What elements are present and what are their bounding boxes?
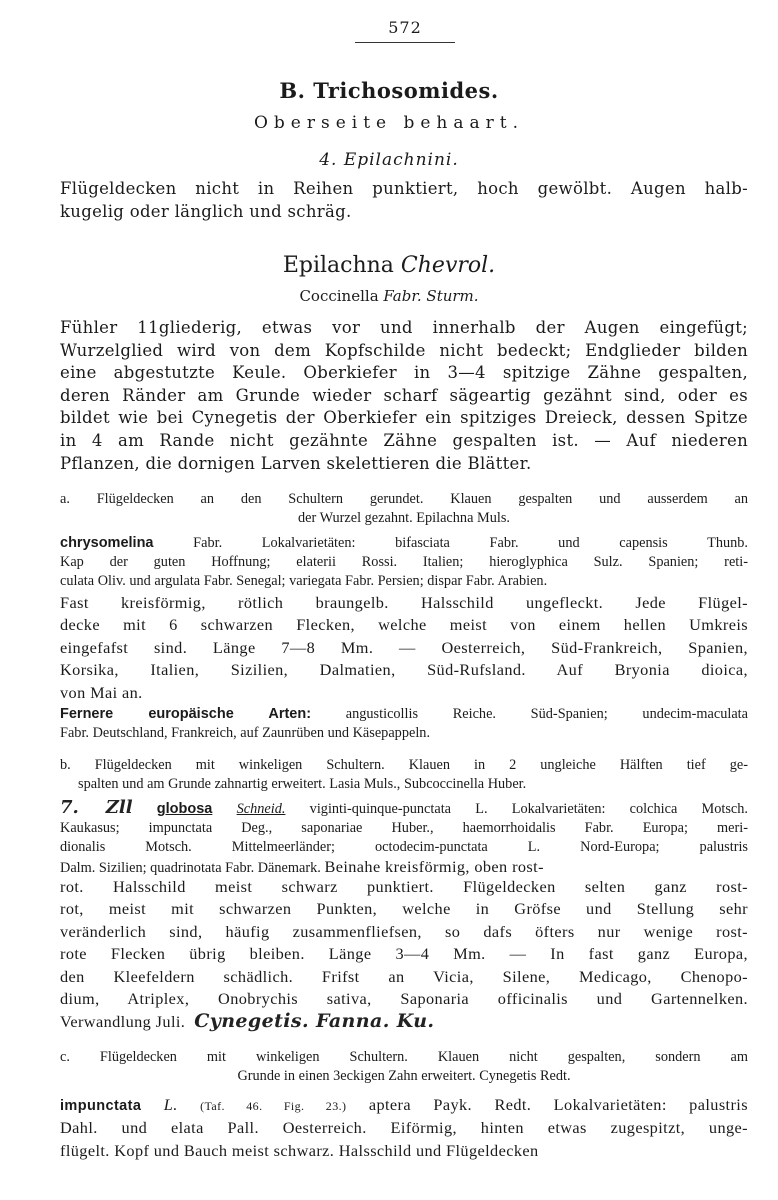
synonym-text: aptera Payk. Redt. Lokalvarietäten: palustris xyxy=(368,1095,748,1114)
text-line: b. Flügeldecken mit winkeligen Schultern. Klauen in 2 ungleiche Hälften tief ge- xyxy=(60,757,748,773)
text-line: deren Ränder am Grunde wieder scharf sägeartig gezähnt sind, oder es xyxy=(60,385,748,405)
text-line: a. Flügeldecken an den Schultern gerundet. Klauen gespalten und ausserdem an xyxy=(60,491,748,507)
handwritten-note: Cynegetis. Fanna. Ku. xyxy=(194,1010,435,1033)
genus-description xyxy=(60,317,748,475)
text-line: rot, meist mit schwarzen Punkten, welche in Gröfse und Stellung sehr xyxy=(60,899,748,919)
species-author: L. xyxy=(163,1095,178,1114)
text-line xyxy=(60,1117,748,1139)
text-line: Kap der guten Hoffnung; elaterii Rossi. Italien; hieroglyphica Sulz. Spanien; reti- xyxy=(60,554,748,570)
text-line: in 4 am Rande nicht gezähnte Zähne gespalten ist. — Auf niederen xyxy=(60,430,748,450)
handwritten-prefix: 7. Zll xyxy=(60,797,133,818)
species-name: chrysomelina xyxy=(60,535,154,551)
text-line: Wurzelglied wird von dem Kopfschilde nicht bedeckt; Endglieder bilden xyxy=(60,340,748,360)
text-line xyxy=(60,1094,748,1117)
description-start: Eiförmig, hinten etwas zugespitzt, unge- xyxy=(390,1118,748,1138)
species-name: impunctata xyxy=(60,1098,142,1114)
text-line: von Mai an. xyxy=(60,682,143,702)
section-subtitle: Oberseite behaart. xyxy=(253,113,525,133)
text-line xyxy=(60,534,748,553)
key-b xyxy=(60,756,748,794)
synonym-text: viginti-quinque-punctata L. Lokalvarietäten: colchica Motsch. xyxy=(309,801,749,817)
text-line: decke mit 6 schwarzen Flecken, welche meist von einem hellen Umkreis xyxy=(60,615,748,635)
section-title: B. Trichosomides. xyxy=(279,78,499,103)
further-species-label: Fernere europäische Arten: xyxy=(60,706,312,722)
text-line: veränderlich sind, häufig zusammenfliefsen, so dafs öfters nur wenige rost- xyxy=(60,921,748,941)
genus-author: Chevrol. xyxy=(400,253,496,278)
page-number-rule xyxy=(355,42,455,43)
genus-synonym-authors: Fabr. Sturm. xyxy=(383,287,479,305)
text-line: spalten und am Grunde zahnartig erweitert. Lasia Muls., Subcoccinella Huber. xyxy=(78,776,527,792)
species-globosa-description xyxy=(60,876,748,1034)
text-line: Flügeldecken nicht in Reihen punktiert, hoch gewölbt. Augen halb- xyxy=(60,179,748,198)
plate-reference: (Taf. 46. Fig. 23.) xyxy=(200,1099,347,1113)
text-line: kugelig oder länglich und schräg. xyxy=(60,201,352,221)
text-line: eingefafst sind. Länge 7—8 Mm. — Oesterreich, Süd-Frankreich, Spanien, xyxy=(60,637,748,657)
text-line: Fühler 11gliederig, etwas vor und innerhalb der Augen eingefügt; xyxy=(60,318,748,337)
further-species xyxy=(60,705,748,743)
key-c xyxy=(60,1048,748,1086)
species-author: Schneid. xyxy=(236,801,286,817)
genus-synonym xyxy=(0,287,778,305)
text-line xyxy=(60,705,748,724)
tribe-heading: 4. Epilachnini. xyxy=(319,150,459,170)
further-species-text: angusticollis Reiche. Süd-Spanien; undecim-maculata xyxy=(345,706,749,722)
synonym-text: Dalm. Sizilien; quadrinotata Fabr. Dänemark. xyxy=(60,860,321,876)
text-line: Kaukasus; impunctata Deg., saponariae Huber., haemorrhoidalis Fabr. Europa; meri- xyxy=(60,820,748,836)
species-chrysomelina-description xyxy=(60,592,748,704)
text-line: Pflanzen, die dornigen Larven skelettieren die Blätter. xyxy=(60,453,532,473)
genus-synonym-name: Coccinella xyxy=(299,287,379,305)
species-chrysomelina-synonyms xyxy=(60,534,748,591)
text-line: c. Flügeldecken mit winkeligen Schultern. Klauen nicht gespalten, sondern am xyxy=(60,1049,748,1065)
text-line: rote Flecken übrig bleiben. Länge 3—4 Mm. — In fast ganz Europa, xyxy=(60,944,748,964)
text-line: Grunde in einen 3eckigen Zahn erweitert. Cynegetis Redt. xyxy=(237,1068,571,1084)
text-line: bildet wie bei Cynegetis der Oberkiefer ein spitziges Dreieck, dessen Spitze xyxy=(60,408,748,428)
text-line: Fabr. Deutschland, Frankreich, auf Zaunrüben und Käsepappeln. xyxy=(60,725,431,741)
text-line-content: Verwandlung Juli. xyxy=(60,1012,186,1032)
description-start: Beinahe kreisförmig, oben rost- xyxy=(324,857,544,876)
text-line: Korsika, Italien, Sizilien, Dalmatien, Süd-Rufsland. Auf Bryonia dioica, xyxy=(60,660,748,680)
key-a xyxy=(60,490,748,528)
text-line: den Kleefeldern schädlich. Frifst an Vicia, Silene, Medicago, Chenopo- xyxy=(60,966,748,986)
text-line: dionalis Motsch. Mittelmeerländer; octodecim-punctata L. Nord-Europa; palustris xyxy=(60,839,748,855)
tribe-intro xyxy=(60,178,748,223)
synonym-text: Dahl. und elata Pall. Oesterreich. xyxy=(60,1118,367,1138)
page-number: 572 xyxy=(388,18,422,37)
text-line: eine abgestutzte Keule. Oberkiefer in 3—4 spitzige Zähne gespalten, xyxy=(60,363,748,383)
species-globosa-synonyms xyxy=(60,798,748,878)
text-line: rot. Halsschild meist schwarz punktiert. Flügeldecken selten ganz rost- xyxy=(60,877,748,896)
species-name: globosa xyxy=(156,801,213,817)
text-line: culata Oliv. und argulata Fabr. Senegal; variegata Fabr. Persien; dispar Fabr. Arabien. xyxy=(60,573,548,589)
text-line: der Wurzel gezahnt. Epilachna Muls. xyxy=(298,510,510,526)
species-impunctata xyxy=(60,1094,748,1162)
text-line: dium, Atriplex, Onobrychis sativa, Saponaria officinalis und Gartennelken. xyxy=(60,989,748,1009)
text-line: Fast kreisförmig, rötlich braungelb. Halsschild ungefleckt. Jede Flügel- xyxy=(60,593,748,612)
text-line: flügelt. Kopf und Bauch meist schwarz. Halsschild und Flügeldecken xyxy=(60,1140,539,1160)
genus-heading xyxy=(0,253,778,278)
text-line xyxy=(60,1010,748,1033)
synonym-text: Fabr. Lokalvarietäten: bifasciata Fabr. und capensis Thunb. xyxy=(193,535,748,551)
text-line xyxy=(60,798,748,819)
text-line xyxy=(60,857,748,878)
genus-name: Epilachna xyxy=(282,253,394,278)
